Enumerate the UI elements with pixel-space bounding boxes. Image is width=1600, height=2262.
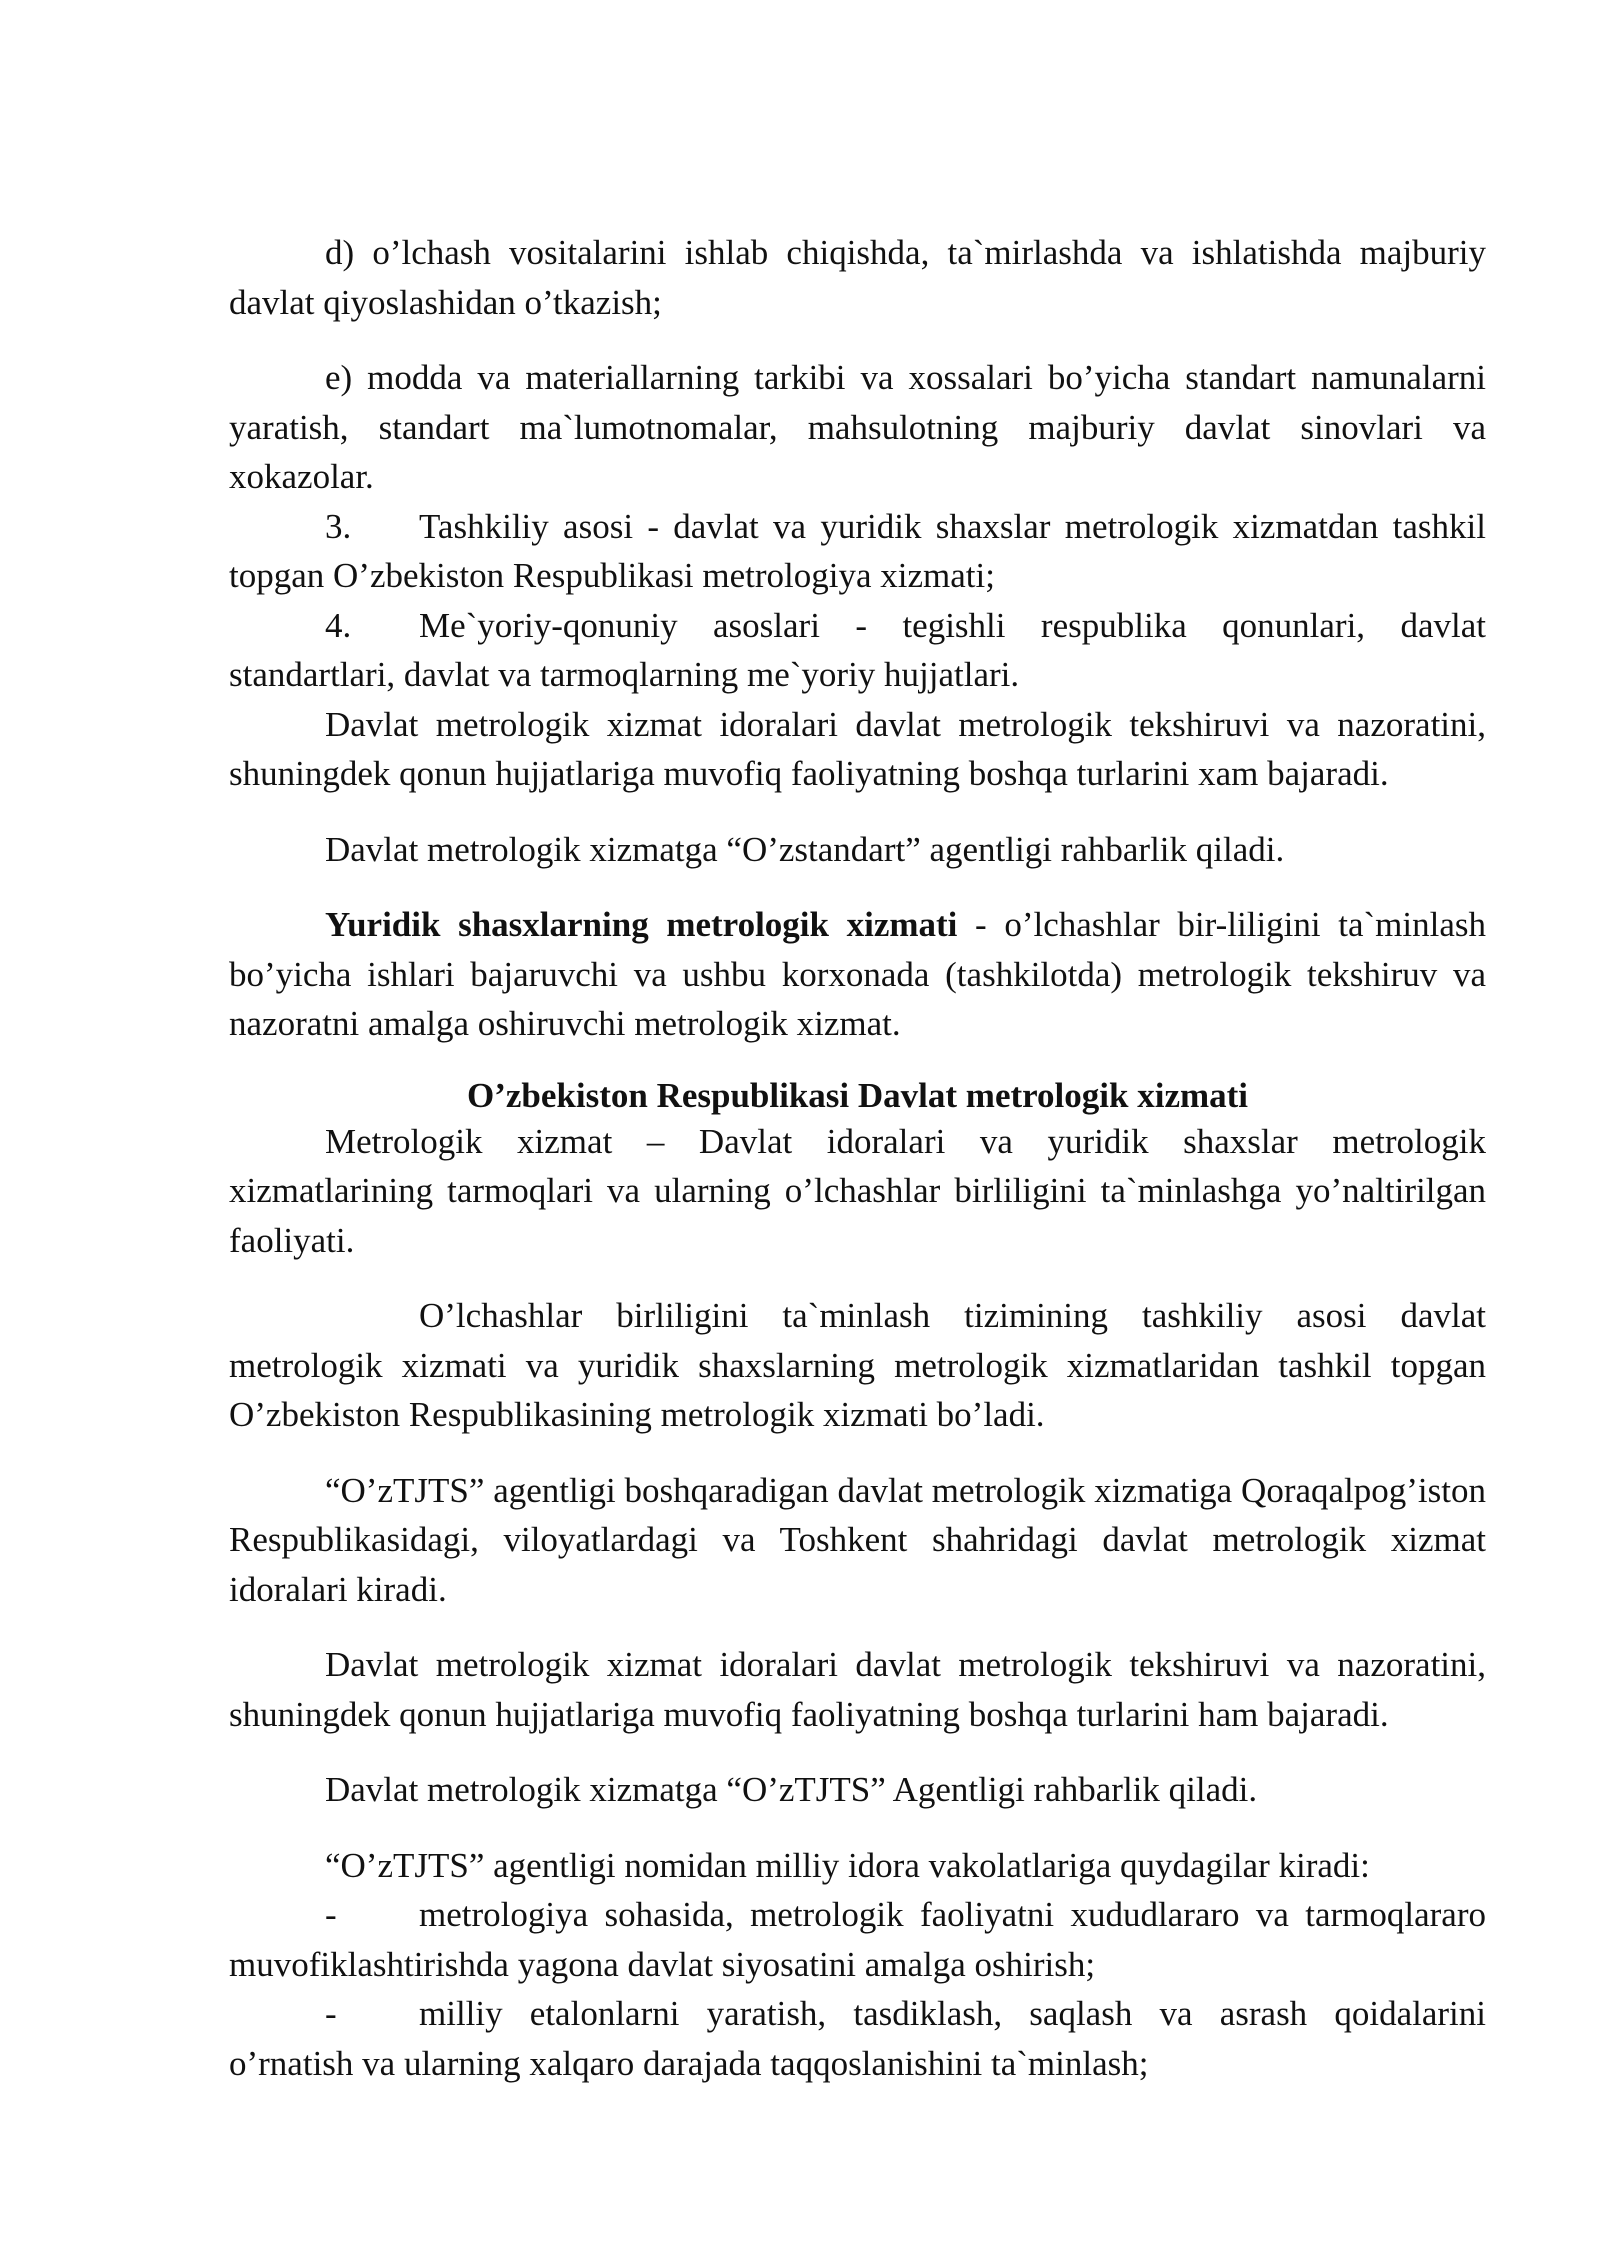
paragraph-rahbarlik-1: Davlat metrologik xizmatga “O’zstandart” agentligi rahbarlik qiladi.: [325, 829, 1285, 869]
dash-marker-1: -: [325, 1895, 337, 1934]
section-heading: O’zbekiston Respublikasi Davlat metrologik xizmati: [466, 1075, 1249, 1115]
dash-item-1: [229, 1890, 1486, 1989]
dash-text-1: metrologiya sohasida, metrologik faoliyatni xududlararo va tarmoqlararo muvofiklashtirishda yagona davlat siyosatini amalga oshirish;: [229, 1895, 1486, 1984]
paragraph-yuridik: [229, 900, 1486, 1049]
paragraph-tizim: O’lchashlar birliligini ta`minlash tizimining tashkiliy asosi davlat metrologik xizmati va yuridik shaxslarning metrologik xizmatlaridan tashkil topgan O’zbekiston Respublikasining metrologik xizmati bo’ladi.: [229, 1296, 1486, 1434]
dash-marker-2: -: [325, 1994, 337, 2033]
list-text-3: Tashkiliy asosi - davlat va yuridik shaxslar metrologik xizmatdan tashkil topgan O’zbekiston Respublikasi metrologiya xizmati;: [229, 506, 1486, 595]
document-page: [229, 228, 1486, 2088]
yuridik-term: Yuridik shasxlarning metrologik xizmati: [325, 905, 958, 944]
list-marker-3: 3.: [325, 506, 352, 546]
paragraph-oztjts-1: “O’zTJTS” agentligi boshqaradigan davlat metrologik xizmatiga Qoraqalpog’iston Respublikasidagi, viloyatlardagi va Toshkent shahridagi davlat metrologik xizmat idoralari kiradi.: [229, 1470, 1486, 1609]
paragraph-rahbarlik-2: Davlat metrologik xizmatga “O’zTJTS” Agentligi rahbarlik qiladi.: [325, 1770, 1258, 1809]
paragraph-vakolat: “O’zTJTS” agentligi nomidan milliy idora vakolatlariga quydagilar kiradi:: [325, 1845, 1370, 1885]
paragraph-e: e) modda va materiallarning tarkibi va xossalari bo’yicha standart namunalarni yaratish, standart ma`lumotnomalar, mahsulotning majburiy davlat sinovlari va xokazolar.: [229, 358, 1486, 496]
list-text-4: Me`yoriy-qonuniy asoslari - tegishli respublika qonunlari, davlat standartlari, davlat va tarmoqlarning me`yoriy hujjatlari.: [229, 605, 1486, 694]
list-item-3: [229, 502, 1486, 601]
paragraph-d: d) o’lchash vositalarini ishlab chiqishda, ta`mirlashda va ishlatishda majburiy davlat qiyoslashidan o’tkazish;: [229, 233, 1486, 322]
list-marker-4: 4.: [325, 605, 352, 645]
paragraph-idoralar-1: Davlat metrologik xizmat idoralari davlat metrologik tekshiruvi va nazoratini, shuningdek qonun hujjatlariga muvofiq faoliyatning boshqa turlarini xam bajaradi.: [229, 704, 1486, 793]
list-item-4: [229, 601, 1486, 700]
paragraph-metrologik-xizmat: Metrologik xizmat – Davlat idoralari va yuridik shaxslar metrologik xizmatlarining tarmoqlari va ularning o’lchashlar birliligini ta`minlashga yo’naltirilgan faoliyati.: [229, 1121, 1486, 1260]
yuridik-definition: - o’lchashlar bir-liligini ta`minlash bo’yicha ishlari bajaruvchi va ushbu korxonada (tashkilotda) metrologik tekshiruv va nazoratni amalga oshiruvchi metrologik xizmat.: [229, 905, 1486, 1043]
paragraph-idoralar-2: Davlat metrologik xizmat idoralari davlat metrologik tekshiruvi va nazoratini, shuningdek qonun hujjatlariga muvofiq faoliyatning boshqa turlarini ham bajaradi.: [229, 1645, 1486, 1734]
dash-text-2: milliy etalonlarni yaratish, tasdiklash, saqlash va asrash qoidalarini o’rnatish va ularning xalqaro darajada taqqoslanishini ta`minlash;: [229, 1994, 1486, 2083]
dash-item-2: [229, 1989, 1486, 2088]
